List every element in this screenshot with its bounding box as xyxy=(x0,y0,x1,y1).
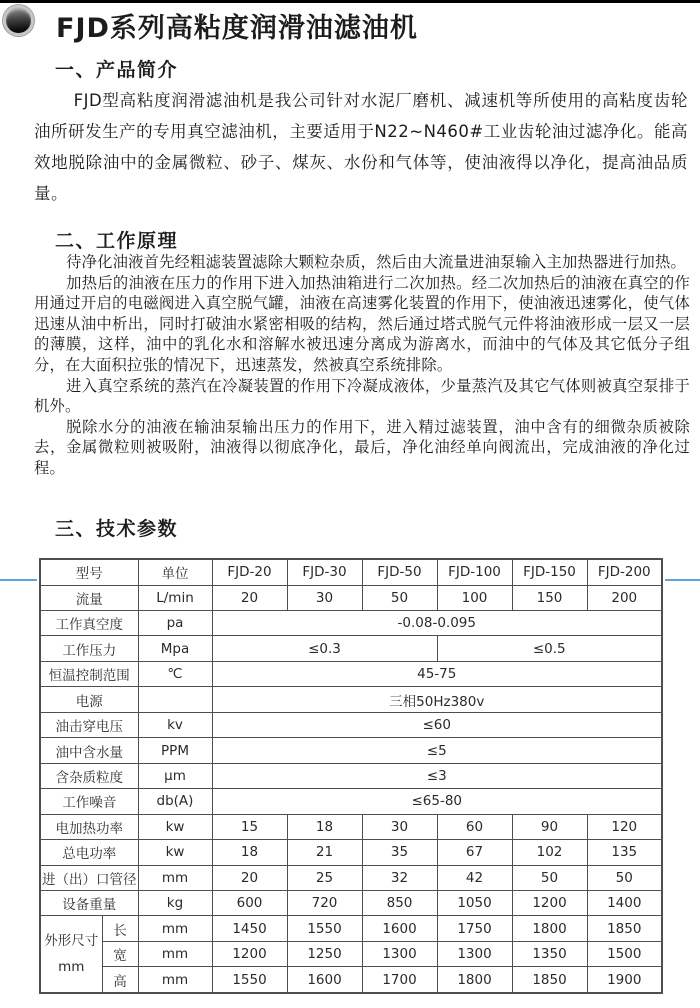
value-cell: 50 xyxy=(362,585,437,610)
value-cell: 1200 xyxy=(212,941,287,966)
dimension-sub-cell: 宽 xyxy=(102,941,138,966)
value-cell: 15 xyxy=(212,814,287,839)
table-row xyxy=(40,585,662,610)
tech-table-body xyxy=(40,559,662,993)
param-label-cell: 工作真空度 xyxy=(40,611,138,636)
value-cell: -0.08-0.095 xyxy=(212,611,662,636)
param-label-cell: 油击穿电压 xyxy=(40,712,138,737)
param-label-cell: 恒温控制范围 xyxy=(40,661,138,686)
top-border-bar xyxy=(0,0,700,3)
value-cell: 1350 xyxy=(512,941,587,966)
param-header-cell: 型号 xyxy=(40,559,138,585)
param-label-cell: 总电功率 xyxy=(40,840,138,865)
value-cell: 1750 xyxy=(437,916,512,941)
value-cell: 1800 xyxy=(437,967,512,993)
value-cell: 1300 xyxy=(362,941,437,966)
value-cell: 1600 xyxy=(287,967,362,993)
section-heading-tech-params: 三、技术参数 xyxy=(55,518,179,540)
tech-params-table xyxy=(39,558,663,994)
decorative-blue-line-right xyxy=(665,579,700,581)
param-label-cell: 工作噪音 xyxy=(40,789,138,814)
value-cell: 20 xyxy=(212,585,287,610)
value-cell: 42 xyxy=(437,865,512,890)
value-cell: 720 xyxy=(287,891,362,916)
value-cell: 1450 xyxy=(212,916,287,941)
value-cell: 50 xyxy=(587,865,662,890)
unit-cell: Mpa xyxy=(138,636,212,661)
unit-cell: kg xyxy=(138,891,212,916)
unit-cell: mm xyxy=(138,967,212,993)
value-cell: ≤0.3 xyxy=(212,636,437,661)
value-cell: 35 xyxy=(362,840,437,865)
unit-cell: kw xyxy=(138,840,212,865)
value-cell: 25 xyxy=(287,865,362,890)
unit-cell: μm xyxy=(138,763,212,788)
param-label-cell: 流量 xyxy=(40,585,138,610)
value-cell: 1900 xyxy=(587,967,662,993)
unit-cell: kw xyxy=(138,814,212,839)
model-header-cell: FJD-100 xyxy=(437,559,512,585)
value-cell: 45-75 xyxy=(212,661,662,686)
value-cell: 600 xyxy=(212,891,287,916)
decorative-blue-line-left xyxy=(0,579,37,581)
dimension-sub-cell: 高 xyxy=(102,967,138,993)
value-cell: ≤0.5 xyxy=(437,636,662,661)
value-cell: 32 xyxy=(362,865,437,890)
principle-paragraph: 待净化油液首先经粗滤装置滤除大颗粒杂质，然后由大流量进油泵输入主加热器进行加热。 xyxy=(66,253,687,271)
section-heading-product-intro: 一、产品简介 xyxy=(55,59,179,81)
value-cell: ≤3 xyxy=(212,763,662,788)
working-principle-text xyxy=(34,252,690,479)
table-row xyxy=(40,916,662,941)
value-cell: 150 xyxy=(512,585,587,610)
table-row xyxy=(40,738,662,763)
model-header-cell: FJD-30 xyxy=(287,559,362,585)
dimension-sub-cell: 长 xyxy=(102,916,138,941)
value-cell: 20 xyxy=(212,865,287,890)
value-cell: 1500 xyxy=(587,941,662,966)
param-label-cell: 油中含水量 xyxy=(40,738,138,763)
unit-cell: pa xyxy=(138,611,212,636)
table-row xyxy=(40,636,662,661)
unit-cell: kv xyxy=(138,712,212,737)
principle-paragraph: 进入真空系统的蒸汽在冷凝装置的作用下冷凝成液体，少量蒸汽及其它气体则被真空泵排于机外。 xyxy=(34,376,690,416)
value-cell: 200 xyxy=(587,585,662,610)
value-cell: 50 xyxy=(512,865,587,890)
value-cell: 18 xyxy=(212,840,287,865)
value-cell: 21 xyxy=(287,840,362,865)
unit-cell: L/min xyxy=(138,585,212,610)
value-cell: 1300 xyxy=(437,941,512,966)
table-row xyxy=(40,712,662,737)
intro-paragraph: FJD型高粘度润滑滤油机是我公司针对水泥厂磨机、减速机等所使用的高粘度齿轮油所研发生产的专用真空滤油机，主要适用于N22~N460#工业齿轮油过滤净化。能高效地脱除油中的金属微粒、砂子、煤灰、水份和气体等，使油液得以净化，提高油品质量。 xyxy=(34,91,688,203)
table-row xyxy=(40,967,662,993)
product-intro-text xyxy=(34,85,688,209)
value-cell: 120 xyxy=(587,814,662,839)
value-cell: 1200 xyxy=(512,891,587,916)
table-row xyxy=(40,840,662,865)
value-cell: 1550 xyxy=(212,967,287,993)
principle-paragraph: 加热后的油液在压力的作用下进入加热油箱进行二次加热。经二次加热后的油液在真空的作用通过开启的电磁阀进入真空脱气罐，油液在高速雾化装置的作用下，使油液迅速雾化，使气体迅速从油中析出，同时打破油水紧密相吸的结构，然后通过塔式脱气元件将油液形成一层又一层的薄膜，这样，油中的乳化水和溶解水被迅速分离成为游离水，而油中的气体及其它低分子组分，在大面积拉张的情况下，迅速蒸发，然被真空系统排除。 xyxy=(34,273,690,374)
page-title: FJD系列高粘度润滑油滤油机 xyxy=(56,13,418,44)
section-heading-working-principle: 二、工作原理 xyxy=(55,230,179,252)
value-cell: 67 xyxy=(437,840,512,865)
unit-cell xyxy=(138,687,212,712)
unit-cell: mm xyxy=(138,941,212,966)
value-cell: 850 xyxy=(362,891,437,916)
unit-cell: PPM xyxy=(138,738,212,763)
param-label-cell: 工作压力 xyxy=(40,636,138,661)
table-row xyxy=(40,661,662,686)
table-row xyxy=(40,611,662,636)
value-cell: 1600 xyxy=(362,916,437,941)
param-label-cell: 电源 xyxy=(40,687,138,712)
value-cell: 1400 xyxy=(587,891,662,916)
table-row xyxy=(40,865,662,890)
model-header-cell: FJD-200 xyxy=(587,559,662,585)
model-header-cell: FJD-150 xyxy=(512,559,587,585)
value-cell: 1850 xyxy=(512,967,587,993)
value-cell: 1850 xyxy=(587,916,662,941)
value-cell: 1550 xyxy=(287,916,362,941)
value-cell: ≤65-80 xyxy=(212,789,662,814)
model-header-cell: FJD-50 xyxy=(362,559,437,585)
model-header-cell: FJD-20 xyxy=(212,559,287,585)
principle-paragraph: 脱除水分的油液在输油泵输出压力的作用下，进入精过滤装置，油中含有的细微杂质被除去，金属微粒则被吸附，油液得以彻底净化，最后，净化油经单向阀流出，完成油液的净化过程。 xyxy=(34,417,690,477)
value-cell: 1800 xyxy=(512,916,587,941)
value-cell: ≤60 xyxy=(212,712,662,737)
table-row xyxy=(40,789,662,814)
unit-cell: db(A) xyxy=(138,789,212,814)
value-cell: 1700 xyxy=(362,967,437,993)
table-header-row xyxy=(40,559,662,585)
table-row xyxy=(40,763,662,788)
value-cell: 30 xyxy=(362,814,437,839)
value-cell: 102 xyxy=(512,840,587,865)
param-label-cell: 含杂质粒度 xyxy=(40,763,138,788)
table-row xyxy=(40,687,662,712)
unit-cell: mm xyxy=(138,916,212,941)
value-cell: 100 xyxy=(437,585,512,610)
value-cell: ≤5 xyxy=(212,738,662,763)
unit-cell: mm xyxy=(138,865,212,890)
value-cell: 30 xyxy=(287,585,362,610)
value-cell: 90 xyxy=(512,814,587,839)
value-cell: 18 xyxy=(287,814,362,839)
unit-header-cell: 单位 xyxy=(138,559,212,585)
dark-sphere-icon xyxy=(3,5,34,36)
dimension-label-cell: 外形尺寸 mm xyxy=(40,916,102,993)
table-row xyxy=(40,814,662,839)
param-label-cell: 设备重量 xyxy=(40,891,138,916)
value-cell: 1250 xyxy=(287,941,362,966)
value-cell: 135 xyxy=(587,840,662,865)
value-cell: 1050 xyxy=(437,891,512,916)
param-label-cell: 电加热功率 xyxy=(40,814,138,839)
value-cell: 三相50Hz380v xyxy=(212,687,662,712)
table-row xyxy=(40,941,662,966)
table-row xyxy=(40,891,662,916)
value-cell: 60 xyxy=(437,814,512,839)
unit-cell: ℃ xyxy=(138,661,212,686)
param-label-cell: 进（出）口管径 xyxy=(40,865,138,890)
